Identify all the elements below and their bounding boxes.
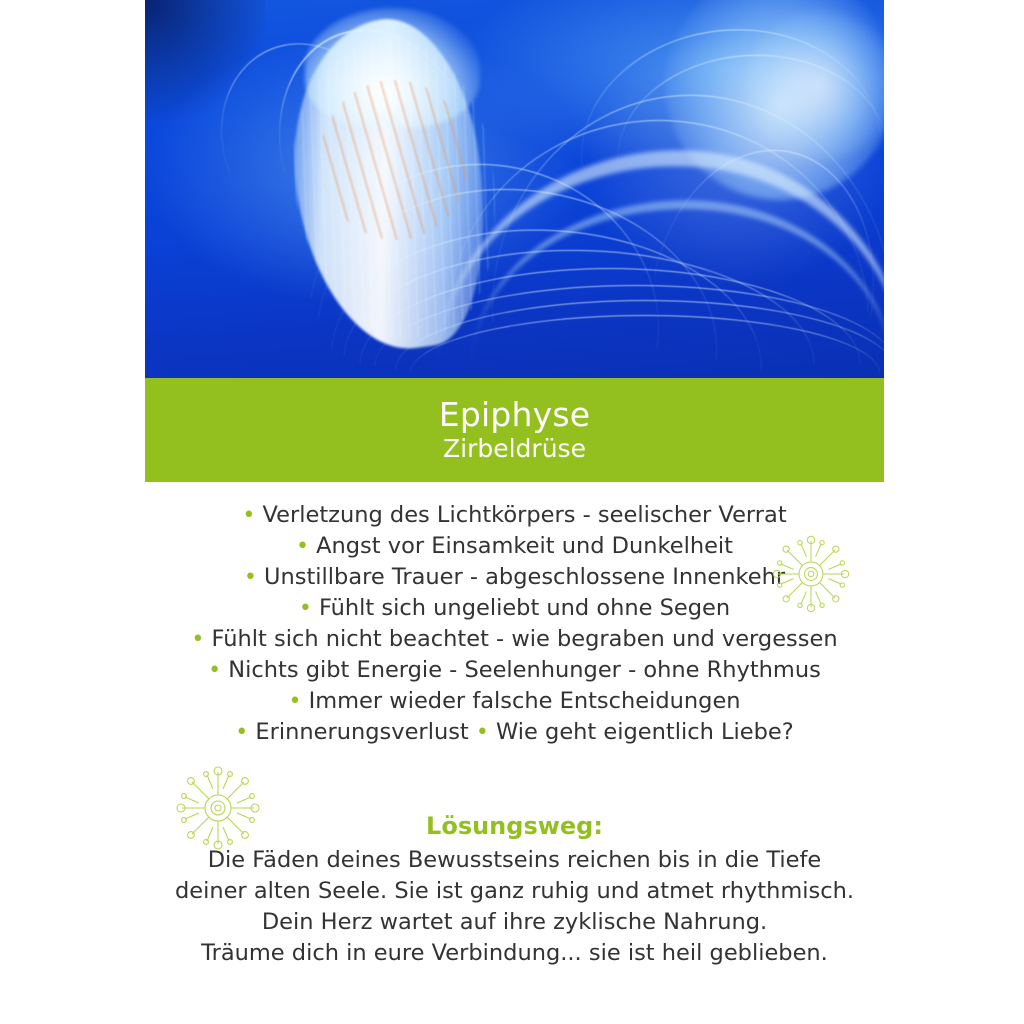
list-item: [145, 500, 884, 531]
bullet-icon: •: [288, 689, 302, 714]
solution-line: deiner alten Seele. Sie ist ganz ruhig und atmet rhythmisch.: [174, 878, 855, 904]
solution-line: Dein Herz wartet auf ihre zyklische Nahrung.: [261, 909, 768, 935]
jellyfish-photo: [145, 0, 884, 378]
title-band: [145, 378, 884, 482]
page-subtitle: Zirbeldrüse: [443, 434, 586, 463]
list-item-label: Fühlt sich nicht beachtet - wie begraben und vergessen: [211, 626, 838, 652]
list-item: [145, 717, 884, 748]
bullet-icon: •: [242, 503, 256, 528]
mandala-ornament-right: [765, 528, 857, 620]
list-item-label: Nichts gibt Energie - Seelenhunger - ohne Rhythmus: [228, 657, 821, 683]
list-item-label: Verletzung des Lichtkörpers - seelischer Verrat: [262, 502, 787, 528]
solution-line: Die Fäden deines Bewusstseins reichen bis in die Tiefe: [207, 847, 822, 873]
bullet-icon: •: [295, 534, 309, 559]
bullet-icon: •: [243, 565, 257, 590]
list-item-label: Fühlt sich ungeliebt und ohne Segen: [318, 595, 731, 621]
bullet-icon: •: [235, 720, 249, 745]
list-item-label: Angst vor Einsamkeit und Dunkelheit: [316, 533, 733, 559]
list-item: [145, 655, 884, 686]
list-item: [145, 624, 884, 655]
list-item-label: Unstillbare Trauer - abgeschlossene Innenkehr: [264, 564, 786, 590]
list-item: [145, 686, 884, 717]
bullet-icon: •: [298, 596, 312, 621]
list-item-label: Wie geht eigentlich Liebe?: [496, 719, 794, 745]
solution-text: [145, 845, 884, 969]
bullet-icon: •: [475, 720, 489, 745]
bullet-icon: •: [208, 658, 222, 683]
list-item-label: Erinnerungsverlust: [255, 719, 469, 745]
mandala-ornament-left: [168, 758, 268, 858]
bullet-icon: •: [191, 627, 205, 652]
list-item-label: Immer wieder falsche Entscheidungen: [308, 688, 741, 714]
page-title: Epiphyse: [438, 395, 591, 434]
solution-heading: Lösungsweg:: [426, 812, 603, 840]
solution-line: Träume dich in eure Verbindung... sie ist heil geblieben.: [201, 940, 828, 966]
